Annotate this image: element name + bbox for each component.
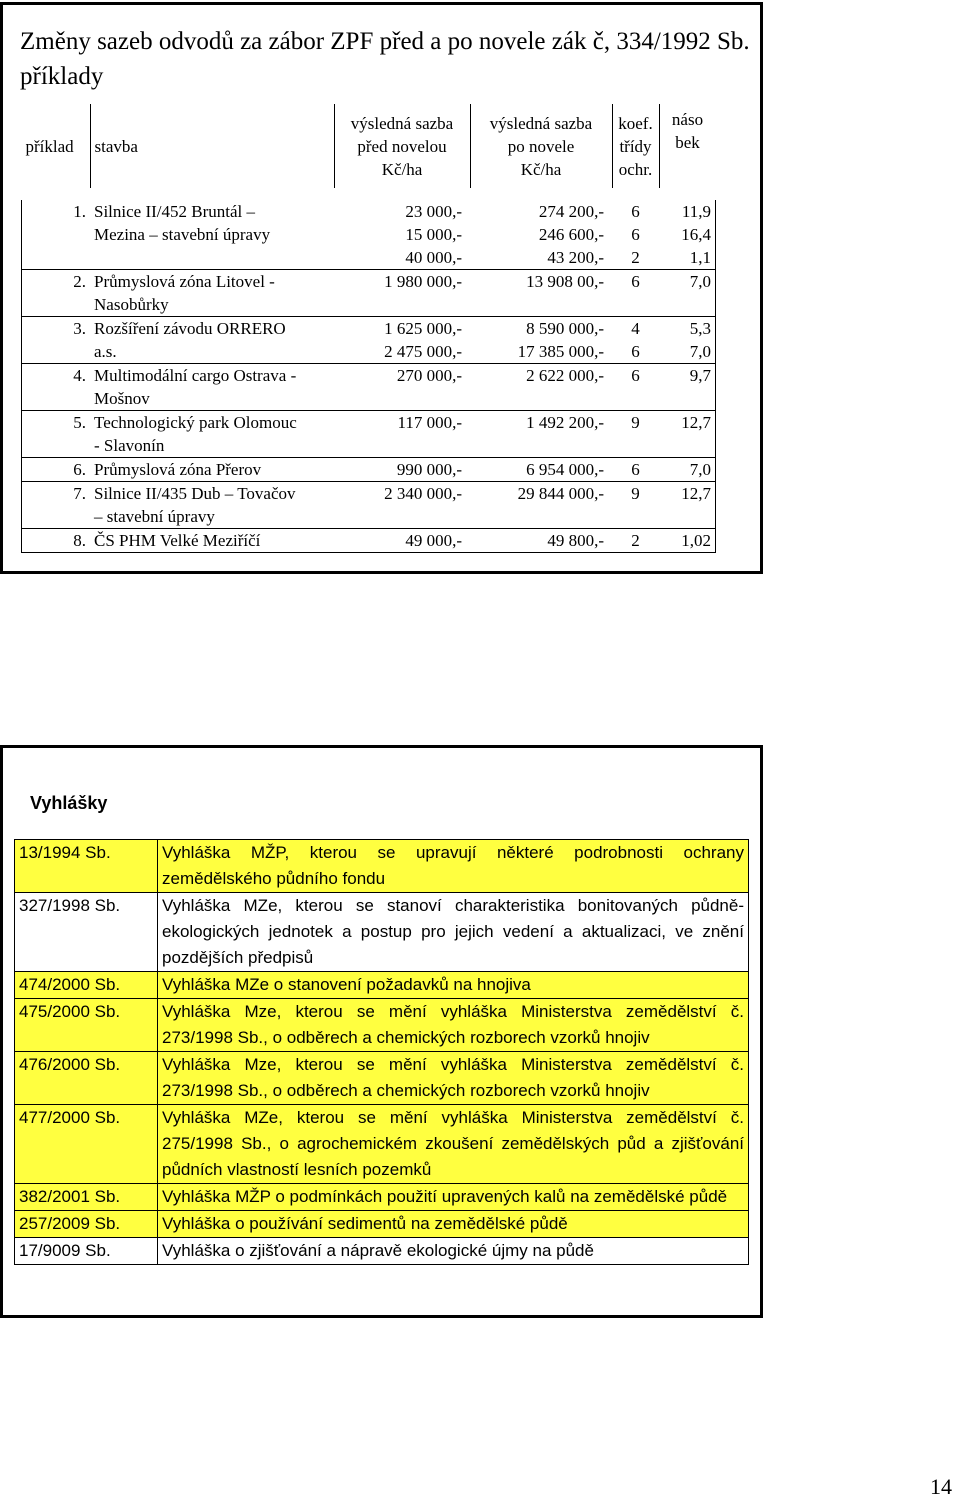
slide1-title [20, 24, 760, 94]
regulation-code: 13/1994 Sb. [15, 840, 158, 893]
row-stavba [90, 364, 334, 411]
row-stavba-line1: Rozšíření závodu ORRERO [94, 319, 286, 338]
regulation-description: Vyhláška MZe o stanovení požadavků na hnojiva [158, 972, 749, 999]
slide2-title: Vyhlášky [30, 793, 108, 813]
row-stavba-line1: Multimodální cargo Ostrava - [94, 366, 297, 385]
row-nasobek [659, 482, 716, 529]
row-stavba [90, 411, 334, 458]
rates-row [22, 482, 716, 529]
row-sazba-pred [334, 270, 470, 317]
row-sazba-po-value: 29 844 000,- [517, 484, 604, 503]
row-nasobek [659, 200, 716, 270]
rates-row [22, 317, 716, 364]
row-sazba-pred [334, 317, 470, 364]
row-stavba-line2: Mošnov [94, 389, 150, 408]
row-number: 4. [22, 364, 91, 411]
rates-row [22, 411, 716, 458]
row-stavba [90, 317, 334, 364]
row-number: 8. [22, 529, 91, 553]
regulation-description: Vyhláška Mze, kterou se mění vyhláška Ministerstva zemědělství č. 273/1998 Sb., o odběrech a chemických rozborech vzorků hnojiv [158, 1052, 749, 1105]
header-nasobek: náso bek [671, 110, 704, 152]
row-sazba-pred-value: 1 980 000,- [384, 272, 462, 291]
row-koef [612, 317, 659, 364]
row-stavba [90, 200, 334, 270]
regulation-code: 17/9009 Sb. [15, 1238, 158, 1265]
row-koef-value: 9 [631, 413, 640, 432]
row-nasobek [659, 270, 716, 317]
row-sazba-po [470, 200, 612, 270]
row-number: 3. [22, 317, 91, 364]
row-koef-value: 2 [631, 531, 640, 550]
row-stavba-line2: - Slavonín [94, 436, 165, 455]
row-sazba-pred-value: 117 000,- [397, 413, 462, 432]
row-sazba-pred-value: 40 000,- [405, 248, 462, 267]
rates-row [22, 364, 716, 411]
row-koef [612, 411, 659, 458]
regulation-row [15, 893, 749, 972]
row-sazba-pred [334, 529, 470, 553]
row-sazba-po [470, 317, 612, 364]
row-koef-value: 6 [631, 342, 640, 361]
regulation-code: 474/2000 Sb. [15, 972, 158, 999]
row-nasobek [659, 364, 716, 411]
row-nasobek-value: 9,7 [689, 366, 711, 385]
row-number: 5. [22, 411, 91, 458]
row-nasobek-value: 11,9 [681, 202, 711, 221]
row-koef [612, 482, 659, 529]
header-koef: koef. třídy ochr. [612, 104, 659, 188]
regulation-row [15, 1211, 749, 1238]
row-sazba-po [470, 364, 612, 411]
rates-table-header [22, 104, 716, 188]
row-koef-value: 6 [631, 366, 640, 385]
row-sazba-pred-value: 2 340 000,- [384, 484, 462, 503]
row-sazba-pred-value: 990 000,- [396, 460, 462, 479]
regulation-row [15, 1052, 749, 1105]
regulation-code: 327/1998 Sb. [15, 893, 158, 972]
row-number: 2. [22, 270, 91, 317]
row-koef [612, 364, 659, 411]
row-nasobek-value: 12,7 [681, 413, 711, 432]
row-sazba-po-value: 6 954 000,- [526, 460, 604, 479]
row-koef [612, 270, 659, 317]
row-stavba [90, 529, 334, 553]
slide1-title-line1: Změny sazeb odvodů za zábor ZPF před a po novele zák č, 334/1992 Sb. [20, 28, 750, 55]
row-sazba-po-value: 43 200,- [547, 248, 604, 267]
row-sazba-pred [334, 411, 470, 458]
row-nasobek-value: 7,0 [689, 272, 711, 291]
row-nasobek [659, 411, 716, 458]
row-stavba [90, 482, 334, 529]
regulation-description: Vyhláška MŽP o podmínkách použití upravených kalů na zemědělské půdě [158, 1184, 749, 1211]
row-koef-value: 6 [631, 460, 640, 479]
row-nasobek [659, 458, 716, 482]
row-koef [612, 200, 659, 270]
row-sazba-pred-value: 1 625 000,- [384, 319, 462, 338]
row-koef-value: 4 [631, 319, 640, 338]
row-nasobek-value: 5,3 [689, 319, 711, 338]
row-koef-value: 9 [631, 484, 640, 503]
header-sazba-pred: výsledná sazba před novelou Kč/ha [334, 104, 470, 188]
regulation-row [15, 1105, 749, 1184]
row-sazba-pred-value: 15 000,- [405, 225, 462, 244]
regulations-table-body [15, 840, 749, 1265]
row-sazba-po [470, 458, 612, 482]
regulation-row [15, 999, 749, 1052]
row-sazba-po-value: 246 600,- [538, 225, 604, 244]
row-stavba-line2: Nasobůrky [94, 295, 169, 314]
regulations-table [14, 839, 749, 1265]
row-sazba-pred-value: 49 000,- [405, 531, 462, 550]
row-sazba-pred [334, 200, 470, 270]
row-sazba-po-value: 13 908 00,- [526, 272, 604, 291]
page-number: 14 [930, 1474, 952, 1499]
regulation-code: 477/2000 Sb. [15, 1105, 158, 1184]
row-stavba-line1: ČS PHM Velké Meziříčí [94, 531, 261, 550]
row-sazba-po-value: 274 200,- [538, 202, 604, 221]
header-stavba: stavba [90, 104, 334, 188]
row-sazba-pred [334, 458, 470, 482]
row-sazba-po-value: 1 492 200,- [526, 413, 604, 432]
row-stavba-line2: Mezina – stavební úpravy [94, 225, 271, 244]
rates-row [22, 270, 716, 317]
row-nasobek [659, 529, 716, 553]
row-nasobek-value: 1,1 [689, 248, 711, 267]
rates-row [22, 200, 716, 270]
row-nasobek-value: 16,4 [681, 225, 711, 244]
regulation-code: 382/2001 Sb. [15, 1184, 158, 1211]
row-sazba-pred-value: 23 000,- [405, 202, 462, 221]
rates-table [21, 104, 716, 553]
row-number: 6. [22, 458, 91, 482]
row-nasobek-value: 7,0 [689, 342, 711, 361]
regulation-row [15, 1238, 749, 1265]
row-sazba-po-value: 17 385 000,- [517, 342, 604, 361]
row-stavba-line1: Průmyslová zóna Přerov [94, 460, 262, 479]
row-sazba-po [470, 529, 612, 553]
row-stavba-line1: Průmyslová zóna Litovel - [94, 272, 275, 291]
row-sazba-pred [334, 482, 470, 529]
row-sazba-pred-value: 270 000,- [396, 366, 462, 385]
regulation-code: 476/2000 Sb. [15, 1052, 158, 1105]
row-nasobek-value: 1,02 [681, 531, 711, 550]
row-stavba-line1: Technologický park Olomouc [94, 413, 297, 432]
row-nasobek-value: 12,7 [681, 484, 711, 503]
regulation-row [15, 1184, 749, 1211]
row-koef-value: 6 [631, 272, 640, 291]
row-stavba-line2: – stavební úpravy [94, 507, 215, 526]
row-koef-value: 6 [631, 202, 640, 221]
row-stavba-line1: Silnice II/435 Dub – Tovačov [94, 484, 296, 503]
row-number: 1. [73, 202, 86, 221]
regulation-description: Vyhláška Mze, kterou se mění vyhláška Ministerstva zemědělství č. 273/1998 Sb., o odběrech a chemických rozborech vzorků hnojiv [158, 999, 749, 1052]
header-priklad: příklad [22, 104, 91, 188]
row-sazba-po-value: 49 800,- [547, 531, 604, 550]
row-stavba-line2: a.s. [94, 342, 117, 361]
row-sazba-pred-value: 2 475 000,- [384, 342, 462, 361]
regulation-description: Vyhláška o používání sedimentů na zemědělské půdě [158, 1211, 749, 1238]
regulation-description: Vyhláška MZe, kterou se mění vyhláška Ministerstva zemědělství č. 275/1998 Sb., o agrochemickém zkoušení zemědělských půd a zjišťování půdních vlastností lesních pozemků [158, 1105, 749, 1184]
row-koef-value: 6 [631, 225, 640, 244]
slide1-title-line2: příklady [20, 63, 104, 90]
row-sazba-po [470, 270, 612, 317]
regulation-code: 475/2000 Sb. [15, 999, 158, 1052]
row-sazba-po [470, 411, 612, 458]
row-stavba-line1: Silnice II/452 Bruntál – [94, 202, 256, 221]
row-sazba-po [470, 482, 612, 529]
row-nasobek-value: 7,0 [689, 460, 711, 479]
row-stavba [90, 270, 334, 317]
regulation-description: Vyhláška MZe, kterou se stanoví charakteristika bonitovaných půdně-ekologických jednotek a postup pro jejich vedení a aktualizaci, ve znění pozdějších předpisů [158, 893, 749, 972]
rates-row [22, 458, 716, 482]
regulation-row [15, 840, 749, 893]
row-number: 7. [22, 482, 91, 529]
row-sazba-po-value: 2 622 000,- [526, 366, 604, 385]
row-koef [612, 458, 659, 482]
header-sazba-po: výsledná sazba po novele Kč/ha [470, 104, 612, 188]
regulation-code: 257/2009 Sb. [15, 1211, 158, 1238]
row-stavba [90, 458, 334, 482]
row-sazba-po-value: 8 590 000,- [526, 319, 604, 338]
rates-table-body [22, 200, 716, 553]
row-sazba-pred [334, 364, 470, 411]
row-koef-value: 2 [631, 248, 640, 267]
regulation-row [15, 972, 749, 999]
row-koef [612, 529, 659, 553]
row-nasobek [659, 317, 716, 364]
regulation-description: Vyhláška o zjišťování a nápravě ekologické újmy na půdě [158, 1238, 749, 1265]
regulation-description: Vyhláška MŽP, kterou se upravují některé podrobnosti ochrany zemědělského půdního fondu [158, 840, 749, 893]
rates-row [22, 529, 716, 553]
